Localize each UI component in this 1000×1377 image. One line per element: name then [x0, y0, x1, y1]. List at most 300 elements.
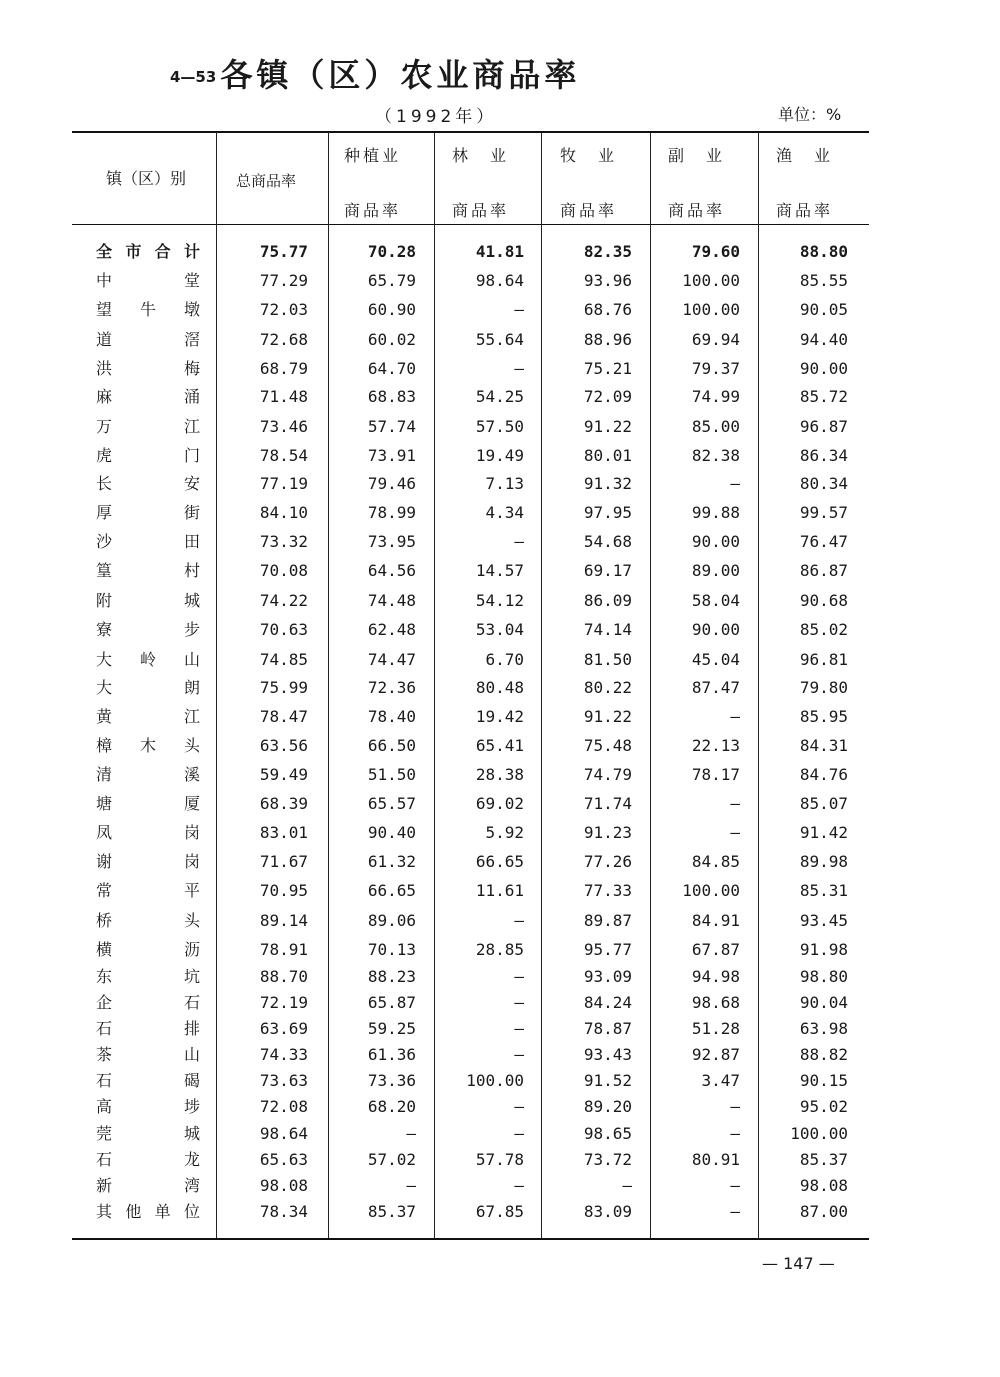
planting-rate: 66.50: [367, 736, 416, 755]
sideline-rate: 100.00: [682, 300, 740, 319]
planting-rate: 65.79: [367, 271, 416, 290]
husbandry-rate: 93.96: [583, 271, 632, 290]
year-label: （1992年）: [375, 107, 498, 127]
header-sideline-bottom: 商品率: [668, 201, 726, 220]
total-rate: 71.48: [259, 387, 308, 406]
husbandry-rate: 82.35: [583, 242, 632, 261]
forestry-rate: 6.70: [485, 650, 524, 669]
husbandry-rate: 95.77: [583, 940, 632, 959]
table-row: [72, 1092, 869, 1121]
table-row: [72, 1145, 869, 1174]
forestry-rate: —: [514, 1097, 524, 1116]
region-name: 东 坑: [96, 967, 200, 986]
total-rate: 78.34: [259, 1202, 308, 1221]
husbandry-rate: 91.32: [583, 474, 632, 493]
fishery-rate: 88.82: [799, 1045, 848, 1064]
table-row: [72, 789, 869, 818]
forestry-rate: 100.00: [466, 1071, 524, 1090]
sideline-rate: —: [730, 1202, 740, 1221]
table-row: [72, 1171, 869, 1200]
sideline-rate: —: [730, 707, 740, 726]
total-rate: 77.19: [259, 474, 308, 493]
region-name: 黄 江: [96, 707, 200, 726]
fishery-rate: 63.98: [799, 1019, 848, 1038]
sideline-rate: 100.00: [682, 271, 740, 290]
forestry-rate: 28.85: [475, 940, 524, 959]
total-rate: 98.64: [259, 1124, 308, 1143]
header-fishery-top: 渔 业: [776, 146, 834, 165]
sideline-rate: 51.28: [691, 1019, 740, 1038]
table-row: [72, 556, 869, 585]
forestry-rate: —: [514, 532, 524, 551]
table-bottom-rule: [72, 1238, 869, 1240]
fishery-rate: 85.07: [799, 794, 848, 813]
forestry-rate: —: [514, 359, 524, 378]
fishery-rate: 93.45: [799, 911, 848, 930]
region-name: 莞 城: [96, 1124, 200, 1143]
husbandry-rate: 77.26: [583, 852, 632, 871]
husbandry-rate: 91.52: [583, 1071, 632, 1090]
total-rate: 89.14: [259, 911, 308, 930]
sideline-rate: 98.68: [691, 993, 740, 1012]
fishery-rate: 76.47: [799, 532, 848, 551]
forestry-rate: 7.13: [485, 474, 524, 493]
region-name: 其 他 单 位: [96, 1202, 200, 1221]
region-name: 虎 门: [96, 446, 200, 465]
table-row: [72, 731, 869, 760]
region-name: 塘 厦: [96, 794, 200, 813]
header-bottom-rule: [72, 224, 869, 225]
forestry-rate: 53.04: [475, 620, 524, 639]
sideline-rate: 22.13: [691, 736, 740, 755]
husbandry-rate: 69.17: [583, 561, 632, 580]
sideline-rate: 92.87: [691, 1045, 740, 1064]
husbandry-rate: 93.43: [583, 1045, 632, 1064]
forestry-rate: 80.48: [475, 678, 524, 697]
planting-rate: 64.56: [367, 561, 416, 580]
forestry-rate: —: [514, 911, 524, 930]
header-planting-top: 种植业: [344, 146, 402, 165]
table-row: [72, 702, 869, 731]
region-name: 长 安: [96, 474, 200, 493]
forestry-rate: —: [514, 1124, 524, 1143]
husbandry-rate: 83.09: [583, 1202, 632, 1221]
sideline-rate: 45.04: [691, 650, 740, 669]
table-row: [72, 988, 869, 1017]
total-rate: 78.47: [259, 707, 308, 726]
planting-rate: 51.50: [367, 765, 416, 784]
planting-rate: 57.02: [367, 1150, 416, 1169]
husbandry-rate: 81.50: [583, 650, 632, 669]
planting-rate: 73.36: [367, 1071, 416, 1090]
sideline-rate: 74.99: [691, 387, 740, 406]
fishery-rate: 98.80: [799, 967, 848, 986]
fishery-rate: 90.04: [799, 993, 848, 1012]
sideline-rate: 80.91: [691, 1150, 740, 1169]
region-name: 企 石: [96, 993, 200, 1012]
husbandry-rate: —: [622, 1176, 632, 1195]
total-rate: 84.10: [259, 503, 308, 522]
unit-label: 单位：%: [778, 105, 842, 124]
forestry-rate: 66.65: [475, 852, 524, 871]
husbandry-rate: 98.65: [583, 1124, 632, 1143]
forestry-rate: —: [514, 1045, 524, 1064]
planting-rate: 74.48: [367, 591, 416, 610]
table-row: [72, 1066, 869, 1095]
region-name: 石 碣: [96, 1071, 200, 1090]
total-rate: 98.08: [259, 1176, 308, 1195]
husbandry-rate: 86.09: [583, 591, 632, 610]
total-rate: 68.39: [259, 794, 308, 813]
region-name: 谢 岗: [96, 852, 200, 871]
forestry-rate: 54.25: [475, 387, 524, 406]
table-row: [72, 1119, 869, 1148]
region-name: 横 沥: [96, 940, 200, 959]
region-name: 樟 木 头: [96, 736, 200, 755]
forestry-rate: 67.85: [475, 1202, 524, 1221]
husbandry-rate: 91.22: [583, 417, 632, 436]
sideline-rate: 100.00: [682, 881, 740, 900]
husbandry-rate: 91.23: [583, 823, 632, 842]
sideline-rate: 79.60: [691, 242, 740, 261]
table-row: [72, 876, 869, 905]
fishery-rate: 86.87: [799, 561, 848, 580]
region-name: 石 龙: [96, 1150, 200, 1169]
region-name: 清 溪: [96, 765, 200, 784]
table-row: [72, 382, 869, 411]
table-row: [72, 818, 869, 847]
planting-rate: 61.36: [367, 1045, 416, 1064]
total-rate: 75.77: [259, 242, 308, 261]
region-name: 凤 岗: [96, 823, 200, 842]
sideline-rate: 79.37: [691, 359, 740, 378]
planting-rate: 89.06: [367, 911, 416, 930]
planting-rate: 73.95: [367, 532, 416, 551]
fishery-rate: 85.55: [799, 271, 848, 290]
sideline-rate: 87.47: [691, 678, 740, 697]
husbandry-rate: 88.96: [583, 330, 632, 349]
planting-rate: 60.90: [367, 300, 416, 319]
total-rate: 65.63: [259, 1150, 308, 1169]
total-rate: 59.49: [259, 765, 308, 784]
table-row-total: [72, 237, 869, 266]
region-name: 洪 梅: [96, 359, 200, 378]
forestry-rate: 14.57: [475, 561, 524, 580]
table-row: [72, 935, 869, 964]
region-name: 麻 涌: [96, 387, 200, 406]
planting-rate: 79.46: [367, 474, 416, 493]
total-rate: 63.56: [259, 736, 308, 755]
sideline-rate: —: [730, 823, 740, 842]
table-row: [72, 586, 869, 615]
region-name: 道 滘: [96, 330, 200, 349]
planting-rate: 73.91: [367, 446, 416, 465]
table-row: [72, 760, 869, 789]
planting-rate: 78.40: [367, 707, 416, 726]
table-number: 4—53: [170, 68, 217, 86]
table-row: [72, 266, 869, 295]
sideline-rate: —: [730, 1097, 740, 1116]
fishery-rate: 94.40: [799, 330, 848, 349]
forestry-rate: 57.50: [475, 417, 524, 436]
fishery-rate: 98.08: [799, 1176, 848, 1195]
planting-rate: 65.87: [367, 993, 416, 1012]
fishery-rate: 85.02: [799, 620, 848, 639]
total-rate: 74.33: [259, 1045, 308, 1064]
header-forestry-bottom: 商品率: [452, 201, 510, 220]
header-sideline-top: 副 业: [668, 146, 726, 165]
table-row: [72, 295, 869, 324]
region-name: 篁 村: [96, 561, 200, 580]
fishery-rate: 90.05: [799, 300, 848, 319]
planting-rate: 78.99: [367, 503, 416, 522]
forestry-rate: 11.61: [475, 881, 524, 900]
forestry-rate: 57.78: [475, 1150, 524, 1169]
region-name: 中 堂: [96, 271, 200, 290]
table-row: [72, 441, 869, 470]
table-row: [72, 847, 869, 876]
sideline-rate: 67.87: [691, 940, 740, 959]
table-top-rule: [72, 131, 869, 133]
fishery-rate: 84.31: [799, 736, 848, 755]
forestry-rate: 5.92: [485, 823, 524, 842]
table-row: [72, 615, 869, 644]
fishery-rate: 89.98: [799, 852, 848, 871]
fishery-rate: 85.95: [799, 707, 848, 726]
planting-rate: 72.36: [367, 678, 416, 697]
planting-rate: 88.23: [367, 967, 416, 986]
total-rate: 74.22: [259, 591, 308, 610]
planting-rate: 65.57: [367, 794, 416, 813]
forestry-rate: 69.02: [475, 794, 524, 813]
sideline-rate: —: [730, 1176, 740, 1195]
sideline-rate: 78.17: [691, 765, 740, 784]
region-name: 常 平: [96, 881, 200, 900]
husbandry-rate: 71.74: [583, 794, 632, 813]
header-husbandry-top: 牧 业: [560, 146, 618, 165]
title-text: 各镇（区）农业商品率: [220, 56, 581, 94]
region-name: 附 城: [96, 591, 200, 610]
planting-rate: 66.65: [367, 881, 416, 900]
planting-rate: 64.70: [367, 359, 416, 378]
page-number: — 147 —: [762, 1254, 835, 1273]
husbandry-rate: 84.24: [583, 993, 632, 1012]
total-rate: 83.01: [259, 823, 308, 842]
husbandry-rate: 74.14: [583, 620, 632, 639]
forestry-rate: 54.12: [475, 591, 524, 610]
total-rate: 72.19: [259, 993, 308, 1012]
table-row: [72, 962, 869, 991]
fishery-rate: 90.68: [799, 591, 848, 610]
sideline-rate: 82.38: [691, 446, 740, 465]
fishery-rate: 91.98: [799, 940, 848, 959]
total-rate: 88.70: [259, 967, 308, 986]
husbandry-rate: 73.72: [583, 1150, 632, 1169]
sideline-rate: 84.91: [691, 911, 740, 930]
table-row: [72, 1197, 869, 1226]
husbandry-rate: 72.09: [583, 387, 632, 406]
fishery-rate: 90.00: [799, 359, 848, 378]
fishery-rate: 87.00: [799, 1202, 848, 1221]
total-rate: 78.91: [259, 940, 308, 959]
forestry-rate: 4.34: [485, 503, 524, 522]
husbandry-rate: 78.87: [583, 1019, 632, 1038]
region-name: 茶 山: [96, 1045, 200, 1064]
sideline-rate: 89.00: [691, 561, 740, 580]
planting-rate: 60.02: [367, 330, 416, 349]
forestry-rate: 98.64: [475, 271, 524, 290]
planting-rate: 61.32: [367, 852, 416, 871]
planting-rate: 68.83: [367, 387, 416, 406]
region-name: 大 朗: [96, 678, 200, 697]
sideline-rate: 99.88: [691, 503, 740, 522]
total-rate: 77.29: [259, 271, 308, 290]
table-row: [72, 1014, 869, 1043]
forestry-rate: 19.42: [475, 707, 524, 726]
planting-rate: 90.40: [367, 823, 416, 842]
fishery-rate: 85.31: [799, 881, 848, 900]
fishery-rate: 79.80: [799, 678, 848, 697]
sideline-rate: 84.85: [691, 852, 740, 871]
header-husbandry-bottom: 商品率: [560, 201, 618, 220]
husbandry-rate: 54.68: [583, 532, 632, 551]
table-row: [72, 527, 869, 556]
total-rate: 71.67: [259, 852, 308, 871]
fishery-rate: 99.57: [799, 503, 848, 522]
planting-rate: 70.28: [367, 242, 416, 261]
region-name: 厚 街: [96, 503, 200, 522]
husbandry-rate: 68.76: [583, 300, 632, 319]
fishery-rate: 85.37: [799, 1150, 848, 1169]
total-rate: 70.63: [259, 620, 308, 639]
planting-rate: 59.25: [367, 1019, 416, 1038]
total-rate: 63.69: [259, 1019, 308, 1038]
total-rate: 75.99: [259, 678, 308, 697]
region-name: 大 岭 山: [96, 650, 200, 669]
planting-rate: —: [406, 1124, 416, 1143]
forestry-rate: —: [514, 1176, 524, 1195]
total-rate: 70.08: [259, 561, 308, 580]
forestry-rate: —: [514, 993, 524, 1012]
total-rate: 70.95: [259, 881, 308, 900]
forestry-rate: 65.41: [475, 736, 524, 755]
forestry-rate: 41.81: [475, 242, 524, 261]
sideline-rate: 85.00: [691, 417, 740, 436]
husbandry-rate: 91.22: [583, 707, 632, 726]
table-row: [72, 354, 869, 383]
sideline-rate: 94.98: [691, 967, 740, 986]
sideline-rate: 90.00: [691, 532, 740, 551]
sideline-rate: 3.47: [701, 1071, 740, 1090]
total-rate: 73.32: [259, 532, 308, 551]
sideline-rate: —: [730, 794, 740, 813]
total-rate: 73.63: [259, 1071, 308, 1090]
total-rate: 72.03: [259, 300, 308, 319]
table-row: [72, 1040, 869, 1069]
fishery-rate: 96.87: [799, 417, 848, 436]
fishery-rate: 85.72: [799, 387, 848, 406]
sideline-rate: —: [730, 474, 740, 493]
sideline-rate: 69.94: [691, 330, 740, 349]
forestry-rate: 28.38: [475, 765, 524, 784]
planting-rate: 74.47: [367, 650, 416, 669]
region-name: 全 市 合 计: [96, 242, 200, 261]
husbandry-rate: 89.20: [583, 1097, 632, 1116]
fishery-rate: 100.00: [790, 1124, 848, 1143]
region-name: 桥 头: [96, 911, 200, 930]
header-region: 镇（区）别: [106, 169, 187, 188]
fishery-rate: 91.42: [799, 823, 848, 842]
header-total: 总商品率: [236, 172, 297, 190]
total-rate: 68.79: [259, 359, 308, 378]
region-name: 万 江: [96, 417, 200, 436]
region-name: 寮 步: [96, 620, 200, 639]
table-title: [170, 50, 580, 96]
planting-rate: 62.48: [367, 620, 416, 639]
header-fishery-bottom: 商品率: [776, 201, 834, 220]
husbandry-rate: 74.79: [583, 765, 632, 784]
planting-rate: 70.13: [367, 940, 416, 959]
total-rate: 73.46: [259, 417, 308, 436]
table-row: [72, 673, 869, 702]
header-planting-bottom: 商品率: [344, 201, 402, 220]
header-forestry-top: 林 业: [452, 146, 510, 165]
table-row: [72, 412, 869, 441]
planting-rate: 57.74: [367, 417, 416, 436]
region-name: 望 牛 墩: [96, 300, 200, 319]
husbandry-rate: 89.87: [583, 911, 632, 930]
husbandry-rate: 75.21: [583, 359, 632, 378]
total-rate: 72.08: [259, 1097, 308, 1116]
table-row: [72, 325, 869, 354]
fishery-rate: 90.15: [799, 1071, 848, 1090]
region-name: 高 埗: [96, 1097, 200, 1116]
forestry-rate: —: [514, 1019, 524, 1038]
fishery-rate: 80.34: [799, 474, 848, 493]
table-row: [72, 498, 869, 527]
sideline-rate: 58.04: [691, 591, 740, 610]
husbandry-rate: 80.01: [583, 446, 632, 465]
table-row: [72, 469, 869, 498]
forestry-rate: —: [514, 967, 524, 986]
fishery-rate: 95.02: [799, 1097, 848, 1116]
total-rate: 72.68: [259, 330, 308, 349]
husbandry-rate: 97.95: [583, 503, 632, 522]
region-name: 沙 田: [96, 532, 200, 551]
fishery-rate: 96.81: [799, 650, 848, 669]
forestry-rate: 19.49: [475, 446, 524, 465]
planting-rate: 68.20: [367, 1097, 416, 1116]
total-rate: 78.54: [259, 446, 308, 465]
fishery-rate: 86.34: [799, 446, 848, 465]
forestry-rate: 55.64: [475, 330, 524, 349]
forestry-rate: —: [514, 300, 524, 319]
sideline-rate: —: [730, 1124, 740, 1143]
husbandry-rate: 75.48: [583, 736, 632, 755]
husbandry-rate: 77.33: [583, 881, 632, 900]
table-row: [72, 645, 869, 674]
husbandry-rate: 80.22: [583, 678, 632, 697]
fishery-rate: 84.76: [799, 765, 848, 784]
planting-rate: —: [406, 1176, 416, 1195]
husbandry-rate: 93.09: [583, 967, 632, 986]
fishery-rate: 88.80: [799, 242, 848, 261]
planting-rate: 85.37: [367, 1202, 416, 1221]
region-name: 石 排: [96, 1019, 200, 1038]
total-rate: 74.85: [259, 650, 308, 669]
sideline-rate: 90.00: [691, 620, 740, 639]
region-name: 新 湾: [96, 1176, 200, 1195]
